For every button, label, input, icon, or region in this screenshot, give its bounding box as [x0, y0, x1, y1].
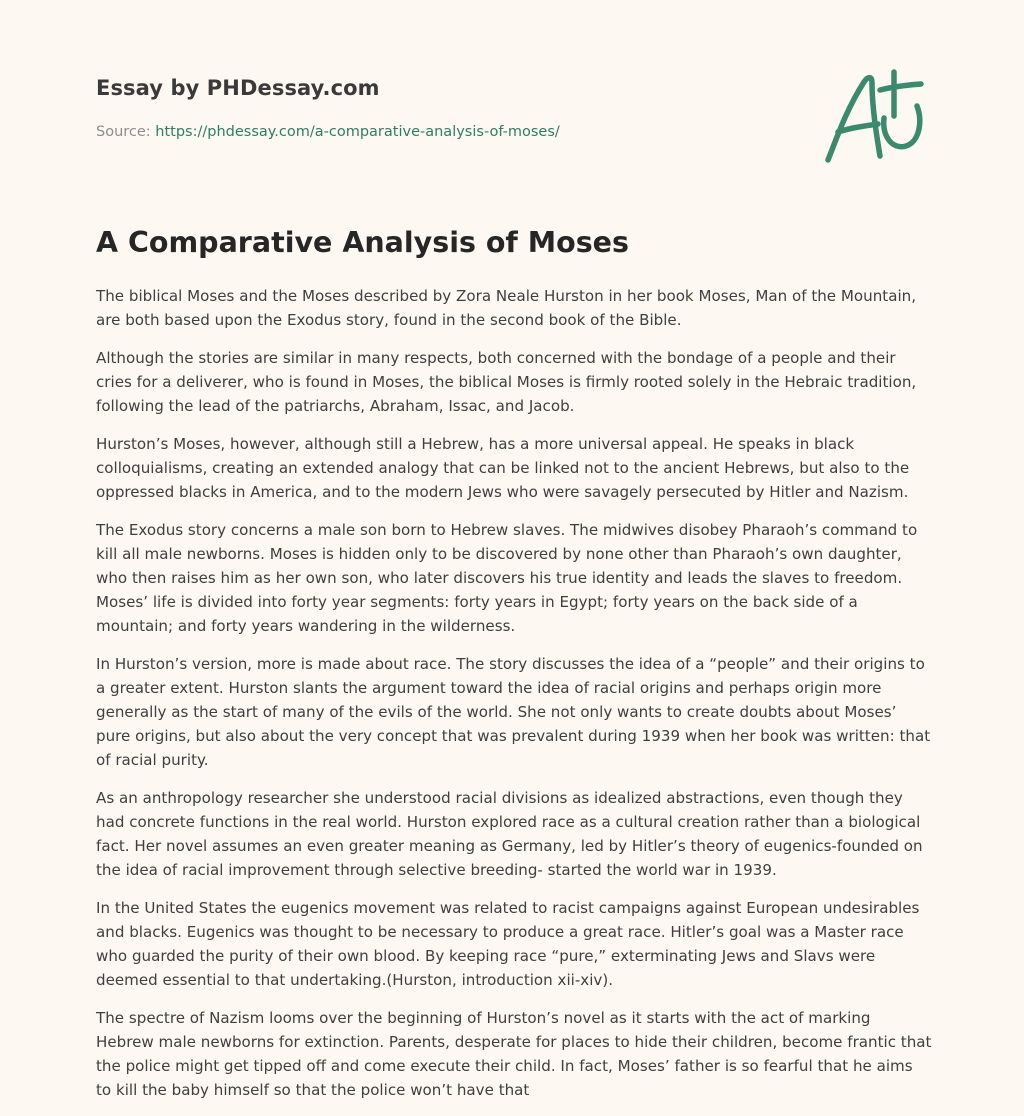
source-label: Source: [96, 124, 151, 140]
essay-page [96, 0, 932, 1108]
paragraph: In the United States the eugenics movement was related to racist campaigns against European undesirables and blacks. Eugenics was thought to be necessary to produce a great race. Hitler’s goal was a Master race who guarded the purity of their own blood. By keeping race “pure,” exterminating Jews and Slavs were deemed essential to that undertaking.(Hurston, introduction xii-xiv). [96, 899, 920, 989]
paragraph: In Hurston’s version, more is made about race. The story discusses the idea of a “people” and their origins to a greater extent. Hurston slants the argument toward the idea of racial origins and perhaps origin more generally as the start of many of the evils of the world. She not only wants to create doubts about Moses’ pure origins, but also about the very concept that was prevalent during 1939 when her book was written: that of racial purity. [96, 655, 931, 769]
paragraph: The biblical Moses and the Moses described by Zora Neale Hurston in her book Moses, Man of the Mountain, are both based upon the Exodus story, found in the second book of the Bible. [96, 287, 917, 329]
paragraph: Although the stories are similar in many respects, both concerned with the bondage of a people and their cries for a deliverer, who is found in Moses, the biblical Moses is firmly rooted solely in the Hebraic tradition, following the lead of the patriarchs, Abraham, Issac, and Jacob. [96, 349, 917, 415]
source-link[interactable]: https://phdessay.com/a-comparative-analysis-of-moses/ [155, 124, 560, 140]
essay-title: A Comparative Analysis of Moses [96, 226, 629, 259]
paragraph: As an anthropology researcher she understood racial divisions as idealized abstractions, even though they had concrete functions in the real world. Hurston explored race as a cultural creation rather than a biological fact. Her novel assumes an even greater meaning as Germany, led by Hitler’s theory of eugenics-founded on the idea of racial improvement through selective breeding- started the world war in 1939. [96, 789, 923, 879]
paragraph: The Exodus story concerns a male son born to Hebrew slaves. The midwives disobey Pharaoh’s command to kill all male newborns. Moses is hidden only to be discovered by none other than Pharaoh’s own daughter, who then raises him as her own son, who later discovers his true identity and leads the slaves to freedom. Moses’ life is divided into forty year segments: forty years in Egypt; forty years on the back side of a mountain; and forty years wandering in the wilderness. [96, 521, 918, 635]
source-line [96, 124, 560, 140]
essay-body [96, 284, 932, 1116]
a-plus-logo-icon [822, 66, 928, 168]
site-brand: Essay by PHDessay.com [96, 76, 380, 100]
paragraph: Hurston’s Moses, however, although still a Hebrew, has a more universal appeal. He speaks in black colloquialisms, creating an extended analogy that can be linked not to the ancient Hebrews, but also to the oppressed blacks in America, and to the modern Jews who were savagely persecuted by Hitler and Nazism. [96, 435, 910, 501]
paragraph: The spectre of Nazism looms over the beginning of Hurston’s novel as it starts with the act of marking Hebrew male newborns for extinction. Parents, desperate for places to hide their children, become frantic that the police might get tipped off and come execute their child. In fact, Moses’ father is so fearful that he aims to kill the baby himself so that the police won’t have that [96, 1009, 932, 1099]
